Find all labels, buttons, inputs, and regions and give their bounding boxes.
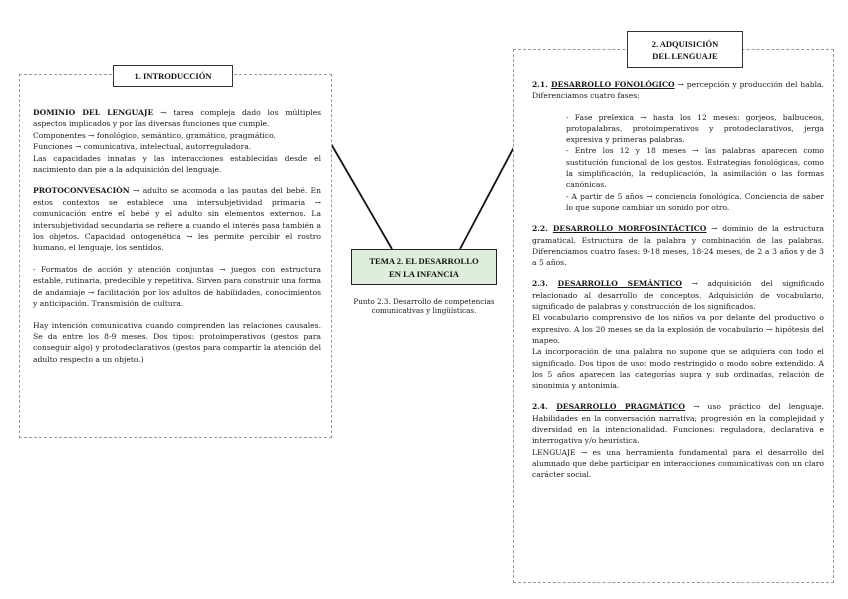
semantico-label: DESARROLLO SEMÁNTICO — [557, 279, 683, 289]
funciones-line: Funciones → comunicativa, intelectual, autorreguladora. — [33, 142, 252, 152]
lenguaje-line: LENGUAJE → es una herramienta fundamental para el desarrollo del alumnado que debe participar en interacciones comunicativas con un claro carácter social. — [532, 447, 824, 480]
fase-5-anos-item: - A partir de 5 años → conciencia fonológica. Conciencia de saber lo que supone cambiar un sonido por otro. — [566, 191, 824, 212]
componentes-line: Componentes → fonológico, semántico, gramático, pragmático. — [33, 130, 276, 140]
fonologico-label: DESARROLLO FONOLÓGICO — [550, 80, 675, 89]
fonologico-heading: 2.1. DESARROLLO FONOLÓGICO → percepción y producción del habla. Diferenciamos cuatro fases: — [532, 80, 824, 101]
incorporacion-line: La incorporación de una palabra no supone que se adquiera con todo el significado. Dos tipos de uso: modo restringido o modo sobre extendido. A los 5 años aparecen las categorías supra y sub ordinadas, relación de sinonimia y antonimia. — [532, 347, 824, 391]
adquisicion-panel — [513, 49, 834, 583]
pragmatico-paragraph: 2.4. DESARROLLO PRAGMÁTICO → uso práctico del lenguaje. Habilidades en la conversación narrativa; progresión en la complejidad y diversidad en la intencionalidad. Funciones: reguladora, declarativa e interrogativa y/o heurística. — [532, 402, 824, 446]
fase-12-18-item: - Entre los 12 y 18 meses → las palabras aparecen como sustitución funcional de los gestos. Estrategias fonológicas, como la simplificación, la reduplicación, la asimilación o las formas canónicas. — [566, 146, 824, 190]
protoconversacion-paragraph: PROTOCONVESACIÓN → adulto se acomoda a las pautas del bebé. En estos contextos se establece una intersubjetividad primaria → comunicación entre el bebé y el adulto sin elementos externos. La intersubjetividad secundaria se refiere a cuando el interés pasa también a los objetos. Capacidad ontogenética → les permite percibir el rostro humano, el lenguaje, los sentidos. — [33, 186, 321, 253]
morfosintactico-paragraph: 2.2. DESARROLLO MORFOSINTÁCTICO → dominio de la estructura gramatical. Estructura de la palabra y combinación de las palabras. Diferenciamos cuatro fases: 9-18 meses, 18-24 meses, de 2 a 3 años y de 3 a 5 años. — [532, 224, 825, 268]
vocabulario-line: El vocabulario comprensivo de los niños va por delante del productivo o expresivo. A los 20 meses se da la explosión de vocabulario → hipótesis del mapeo. — [532, 313, 824, 345]
fase-prelexica-item: - Fase prelexica → hasta los 12 meses: gorjeos, balbuceos, protopalabras, protoimperativos y protodeclarativos, jerga expresiva y primeras palabras. — [566, 112, 824, 145]
protoconversacion-label: PROTOCONVESACIÓN — [33, 186, 130, 196]
introduccion-panel — [19, 74, 332, 438]
tema-title: TEMA 2. EL DESARROLLO EN LA INFANCIA — [351, 249, 497, 285]
tema-subtitle: Punto 2.3. Desarrollo de competencias comunicativas y lingüísticas. — [353, 297, 495, 315]
dominio-paragraph: DOMINIO DEL LENGUAJE → tarea compleja dado los múltiples aspectos implicados y por las diversas funciones que cumple. — [33, 108, 322, 129]
capacidades-line: Las capacidades innatas y las interacciones establecidas desde el nacimiento dan pie a la adquisición del lenguaje. — [33, 153, 321, 175]
formatos-paragraph: - Formatos de acción y atención conjuntas → juegos con estructura estable, rutinaria, predecible y repetitiva. Sirven para construir una forma de andamiaje → facilitación por los adultos de habilidades, conocimientos y anticipación. Transmisión de cultura. — [33, 264, 321, 309]
arrow-to-introduccion — [323, 130, 392, 249]
morfosintactico-label: DESARROLLO MORFOSINTÁCTICO — [552, 224, 707, 234]
introduccion-title: 1. INTRODUCCIÓN — [113, 65, 233, 87]
pragmatico-label: DESARROLLO PRAGMÁTICO — [556, 402, 685, 412]
intencion-paragraph: Hay intención comunicativa cuando comprenden las relaciones causales. Se da entre los 8-9 meses. Dos tipos: protoimperativos (gestos para conseguir algo) y protodeclarativos (gestos para compartir la atención del adulto respecto a un objeto.) — [33, 320, 321, 364]
dominio-label: DOMINIO DEL LENGUAJE — [33, 108, 154, 117]
semantico-paragraph: 2.3. DESARROLLO SEMÁNTICO → adquisición del significado relacionado al desarrollo de conceptos. Adquisición de vocabulario, significado de palabras y construcción de los significados. — [532, 279, 825, 312]
adquisicion-title: 2. ADQUISICIÓN DEL LENGUAJE — [627, 31, 743, 68]
